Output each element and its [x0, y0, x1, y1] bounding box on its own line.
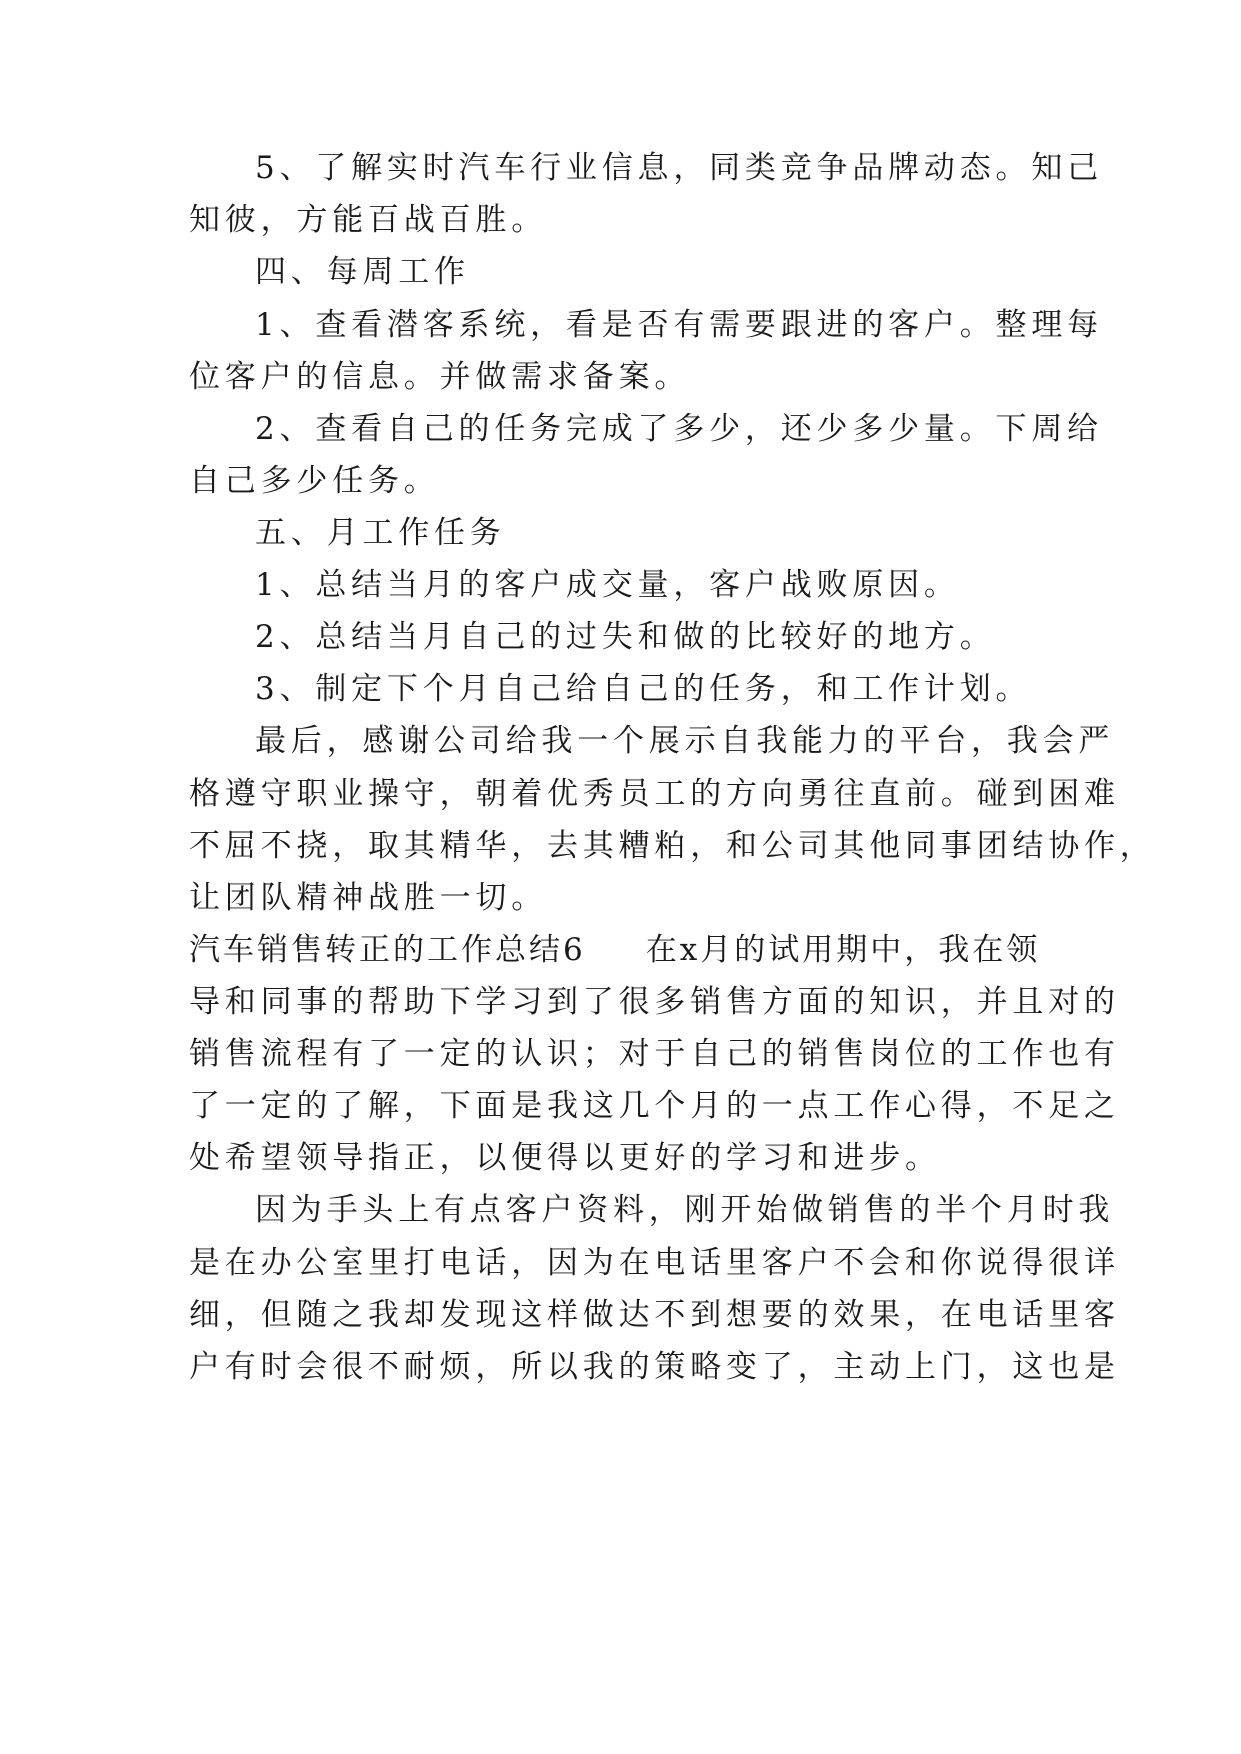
paragraph-line: 1、查看潜客系统，看是否有需要跟进的客户。整理每: [255, 307, 1103, 343]
section-title-line: [189, 930, 1049, 970]
section-heading: 五、月工作任务: [255, 515, 506, 551]
paragraph-line: 知彼，方能百战百胜。: [189, 202, 547, 238]
paragraph-line: 因为手头上有点客户资料，刚开始做销售的半个月时我: [255, 1192, 1115, 1228]
paragraph-line: 户有时会很不耐烦，所以我的策略变了，主动上门，这也是: [189, 1349, 1120, 1385]
paragraph-line: 处希望领导指正，以便得以更好的学习和进步。: [189, 1140, 941, 1176]
paragraph-line: 是在办公室里打电话，因为在电话里客户不会和你说得很详: [189, 1245, 1120, 1281]
section-title: 汽车销售转正的工作总结6: [189, 932, 586, 968]
paragraph-line: 2、查看自己的任务完成了多少，还少多少量。下周给: [255, 411, 1103, 447]
paragraph-line: 了一定的了解，下面是我这几个月的一点工作心得，不足之: [189, 1088, 1120, 1124]
paragraph-line: 导和同事的帮助下学习到了很多销售方面的知识，并且对的: [189, 984, 1120, 1020]
paragraph-line: 格遵守职业操守，朝着优秀员工的方向勇往直前。碰到困难: [189, 776, 1120, 812]
paragraph-line: 2、总结当月自己的过失和做的比较好的地方。: [255, 619, 996, 655]
paragraph-line: 自己多少任务。: [189, 463, 440, 499]
section-title-rest: 在x月的试用期中，我在领: [645, 932, 1041, 968]
paragraph-line: 最后，感谢公司给我一个展示自我能力的平台，我会严: [255, 723, 1115, 759]
paragraph-line: 1、总结当月的客户成交量，客户战败原因。: [255, 567, 960, 603]
paragraph-line: 不屈不挠，取其精华，去其糟粕，和公司其他同事团结协作，: [189, 828, 1156, 864]
paragraph-line: 细，但随之我却发现这样做达不到想要的效果，在电话里客: [189, 1297, 1120, 1333]
paragraph-line: 3、制定下个月自己给自己的任务，和工作计划。: [255, 671, 1032, 707]
paragraph-line: 5、了解实时汽车行业信息，同类竞争品牌动态。知己: [255, 150, 1103, 186]
paragraph-line: 销售流程有了一定的认识；对于自己的销售岗位的工作也有: [189, 1036, 1120, 1072]
paragraph-line: 让团队精神战胜一切。: [189, 880, 547, 916]
section-heading: 四、每周工作: [255, 254, 470, 290]
paragraph-line: 位客户的信息。并做需求备案。: [189, 359, 691, 395]
